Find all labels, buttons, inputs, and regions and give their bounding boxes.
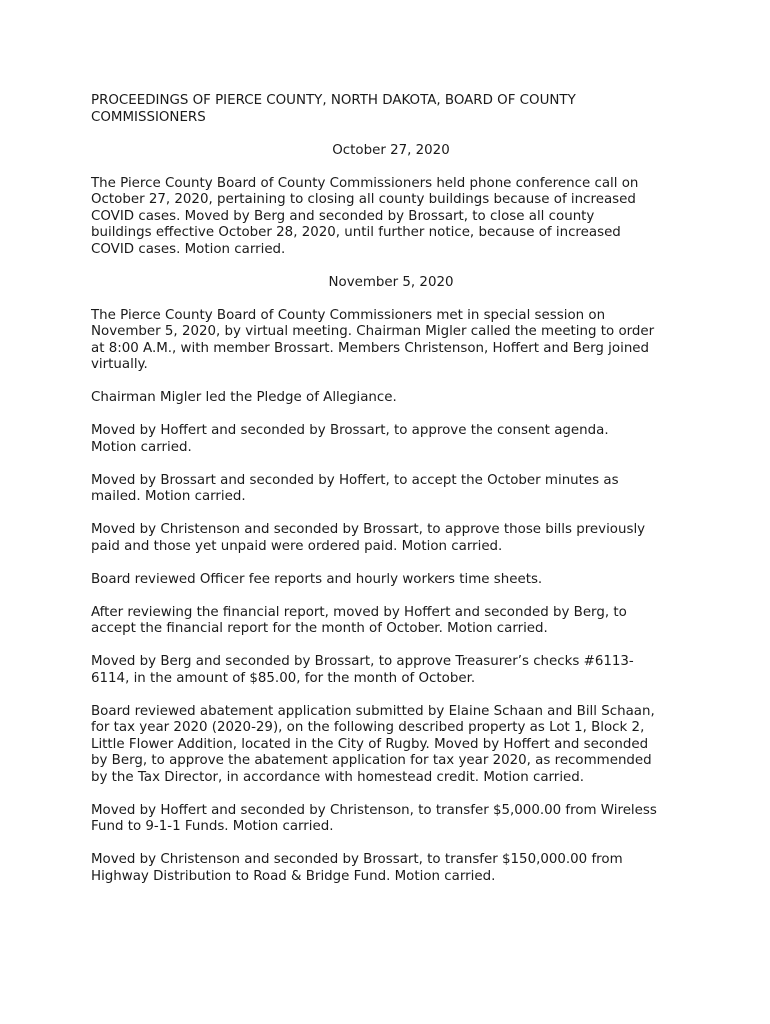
paragraph-wireless-transfer: Moved by Hoffert and seconded by Christenson, to transfer $5,000.00 from Wireless Fund to 9-1-1 Funds. Motion carried. [91,802,657,834]
paragraph-pledge: Chairman Migler led the Pledge of Allegiance. [91,390,397,405]
paragraph-october-minutes: Moved by Brossart and seconded by Hoffert, to accept the October minutes as mailed. Motion carried. [91,472,619,504]
paragraph-highway-transfer: Moved by Christenson and seconded by Brossart, to transfer $150,000.00 from Highway Distribution to Road & Bridge Fund. Motion carried. [91,852,623,884]
paragraph-bills: Moved by Christenson and seconded by Brossart, to approve those bills previously paid and those yet unpaid were ordered paid. Motion carried. [91,522,646,554]
paragraph-special-session: The Pierce County Board of County Commissioners met in special session on November 5, 2020, by virtual meeting. Chairman Migler called the meeting to order at 8:00 A.M., with member Brossart. Members Christenson, Hoffert and Berg joined virtually. [91,307,655,372]
paragraph-fee-reports: Board reviewed Officer fee reports and hourly workers time sheets. [91,571,543,587]
document-page [91,93,691,902]
paragraph-financial-report: After reviewing the financial report, moved by Hoffert and seconded by Berg, to accept the financial report for the month of October. Motion carried. [91,604,627,636]
paragraph-consent-agenda: Moved by Hoffert and seconded by Brossart, to approve the consent agenda. Motion carried. [91,423,609,455]
paragraph-abatement: Board reviewed abatement application submitted by Elaine Schaan and Bill Schaan, for tax year 2020 (2020-29), on the following described property as Lot 1, Block 2, Little Flower Addition, located in the City of Rugby. Moved by Hoffert and seconded by Berg, to approve the abatement application for tax year 2020, as recommended by the Tax Director, in accordance with homestead credit. Motion carried. [91,703,655,785]
document-heading: PROCEEDINGS OF PIERCE COUNTY, NORTH DAKOTA, BOARD OF COUNTY COMMISSIONERS [91,93,576,125]
meeting-date-october: October 27, 2020 [332,142,450,158]
paragraph-phone-conference: The Pierce County Board of County Commissioners held phone conference call on October 27, 2020, pertaining to closing all county buildings because of increased COVID cases. Moved by Berg and seconded by Brossart, to close all county buildings effective October 28, 2020, until further notice, because of increased COVID cases. Motion carried. [91,175,639,257]
paragraph-treasurer-checks: Moved by Berg and seconded by Brossart, to approve Treasurer’s checks #6113- 6114, in the amount of $85.00, for the month of October. [91,654,634,686]
meeting-date-november: November 5, 2020 [328,274,454,290]
